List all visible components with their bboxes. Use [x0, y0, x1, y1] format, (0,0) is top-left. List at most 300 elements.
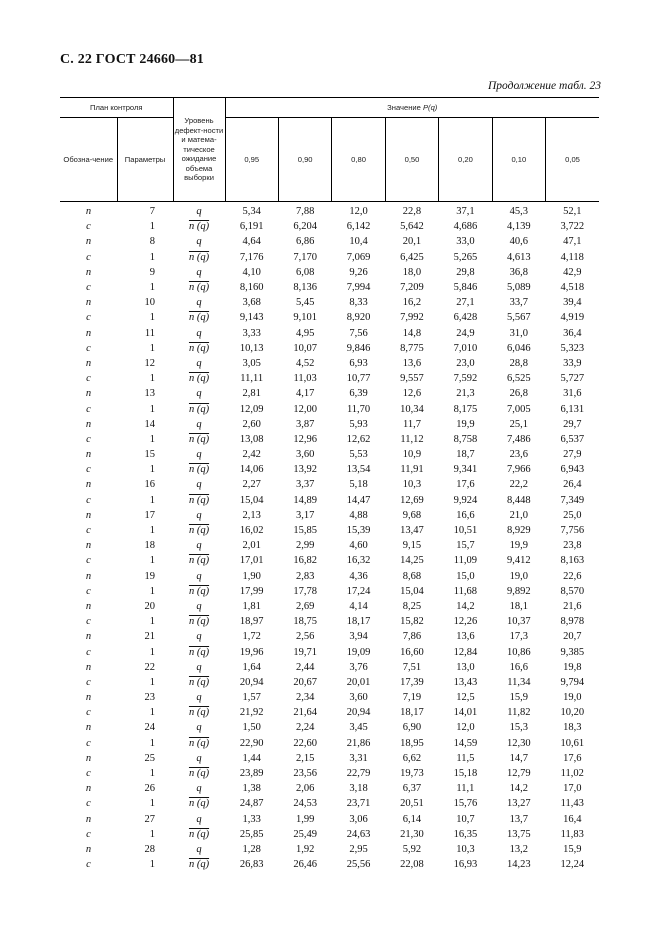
value-cell: 2,69 — [295, 600, 315, 612]
value-cell: 9,846 — [346, 342, 371, 354]
value-cell: 6,131 — [560, 403, 585, 415]
value-cell: 6,425 — [400, 251, 424, 263]
header-value — [225, 98, 599, 118]
value-cell: 9,26 — [349, 266, 368, 278]
level-cell-text: n (q) — [188, 768, 210, 780]
value-cell: 14,7 — [509, 752, 529, 764]
value-cell: 2,34 — [295, 692, 315, 704]
designation-cell: c — [86, 707, 91, 719]
table-row — [60, 614, 599, 629]
parameter-cell: 17 — [144, 509, 156, 521]
value-cell: 10,9 — [402, 449, 422, 461]
value-cell: 20,7 — [563, 631, 582, 643]
value-cell: 16,82 — [293, 555, 317, 567]
value-cell: 4,139 — [507, 221, 531, 233]
value-cell: 4,919 — [560, 312, 585, 324]
value-cell: 19,9 — [456, 418, 475, 430]
designation-cell: n — [85, 236, 92, 248]
value-cell: 4,14 — [349, 600, 368, 612]
designation-cell: c — [86, 616, 91, 628]
table-row — [60, 660, 599, 675]
table-row — [60, 523, 599, 538]
value-cell: 19,09 — [346, 646, 371, 658]
designation-cell: c — [86, 312, 91, 324]
value-cell: 3,31 — [349, 752, 368, 764]
value-cell: 13,6 — [402, 357, 422, 369]
level-cell-text: n (q) — [188, 433, 210, 445]
value-cell: 6,86 — [295, 236, 315, 248]
value-cell: 17,99 — [239, 585, 264, 597]
designation-cell: c — [86, 798, 91, 810]
table-row — [60, 341, 599, 356]
parameter-cell: 27 — [144, 813, 156, 825]
level-cell — [173, 250, 225, 265]
value-cell: 3,18 — [349, 783, 368, 795]
value-cell: 12,5 — [456, 692, 475, 704]
value-cell: 21,6 — [563, 600, 582, 612]
value-cell: 13,08 — [239, 433, 264, 445]
value-cell: 14,8 — [402, 327, 422, 339]
value-cell: 23,8 — [563, 540, 582, 552]
value-cell: 17,01 — [239, 555, 264, 567]
value-cell: 14,01 — [453, 707, 478, 719]
parameter-cell: 24 — [144, 722, 156, 734]
value-cell: 16,93 — [453, 859, 478, 871]
value-cell: 7,010 — [453, 342, 478, 354]
table-row — [60, 493, 599, 508]
level-cell-text: n (q) — [188, 828, 210, 840]
header-plan: План контроля — [60, 98, 173, 118]
value-cell: 22,08 — [400, 859, 424, 871]
value-cell: 8,920 — [346, 312, 371, 324]
value-cell: 11,34 — [507, 676, 531, 688]
value-cell: 4,64 — [242, 236, 261, 248]
value-cell: 3,37 — [295, 479, 315, 491]
value-cell: 6,37 — [402, 783, 422, 795]
value-cell: 31,6 — [563, 388, 582, 400]
designation-cell: n — [85, 509, 92, 521]
level-cell-text: n (q) — [188, 251, 210, 263]
value-cell: 7,592 — [453, 373, 478, 385]
value-cell: 4,613 — [507, 251, 531, 263]
value-cell: 42,9 — [563, 266, 582, 278]
value-cell: 9,892 — [507, 585, 531, 597]
value-cell: 4,518 — [560, 282, 585, 294]
table-body — [60, 202, 599, 873]
value-cell: 10,07 — [293, 342, 317, 354]
table-row — [60, 644, 599, 659]
level-cell — [173, 219, 225, 234]
value-cell: 18,17 — [346, 616, 371, 628]
value-cell: 36,8 — [509, 266, 529, 278]
value-cell: 21,3 — [456, 388, 475, 400]
parameter-cell: 1 — [149, 312, 156, 324]
value-cell: 33,7 — [509, 297, 529, 309]
parameter-cell: 20 — [144, 600, 156, 612]
parameter-cell: 22 — [144, 661, 156, 673]
designation-cell: c — [86, 494, 91, 506]
value-cell: 2,60 — [242, 418, 261, 430]
table-row — [60, 857, 599, 872]
value-cell: 14,23 — [507, 859, 531, 871]
value-cell: 11,43 — [560, 798, 584, 810]
value-cell: 13,47 — [400, 525, 424, 537]
designation-cell: n — [85, 266, 92, 278]
parameter-cell: 26 — [144, 783, 156, 795]
value-cell: 16,2 — [402, 297, 422, 309]
parameter-cell: 1 — [149, 403, 156, 415]
value-cell: 1,38 — [242, 783, 261, 795]
designation-cell: n — [85, 843, 92, 855]
value-cell: 7,966 — [507, 464, 531, 476]
value-cell: 23,71 — [346, 798, 371, 810]
designation-cell: n — [85, 418, 92, 430]
value-cell: 13,6 — [456, 631, 475, 643]
level-cell — [173, 432, 225, 447]
value-cell: 11,5 — [456, 752, 475, 764]
table-row — [60, 629, 599, 644]
value-cell: 4,95 — [295, 327, 315, 339]
value-cell: 33,0 — [456, 236, 475, 248]
value-cell: 19,0 — [509, 570, 529, 582]
table-row — [60, 371, 599, 386]
value-cell: 1,57 — [242, 692, 261, 704]
value-cell: 8,175 — [453, 403, 478, 415]
value-cell: 16,6 — [456, 509, 475, 521]
table-row — [60, 202, 599, 220]
value-cell: 5,642 — [400, 221, 424, 233]
header-parameters: Параметры — [117, 118, 173, 202]
value-cell: 24,63 — [346, 828, 371, 840]
designation-cell: c — [86, 859, 91, 871]
value-cell: 1,33 — [242, 813, 261, 825]
designation-cell: c — [86, 373, 91, 385]
value-cell: 1,50 — [242, 722, 261, 734]
table-continuation-label: Продолжение табл. 23 — [488, 80, 601, 92]
parameter-cell: 1 — [149, 282, 156, 294]
value-cell: 5,727 — [560, 373, 585, 385]
value-cell: 17,24 — [346, 585, 371, 597]
value-cell: 13,2 — [509, 843, 529, 855]
level-cell-text: n (q) — [188, 464, 210, 476]
value-cell: 10,3 — [402, 479, 422, 491]
value-cell: 10,77 — [346, 373, 371, 385]
value-cell: 8,758 — [453, 433, 478, 445]
designation-cell: c — [86, 221, 91, 233]
level-cell — [173, 766, 225, 781]
value-cell: 7,170 — [293, 251, 317, 263]
value-cell: 11,1 — [456, 783, 475, 795]
value-cell: 3,05 — [242, 357, 261, 369]
designation-cell: n — [85, 540, 92, 552]
value-cell: 7,56 — [349, 327, 368, 339]
value-cell: 11,02 — [560, 768, 584, 780]
value-cell: 20,1 — [402, 236, 422, 248]
designation-cell: n — [85, 692, 92, 704]
parameter-cell: 1 — [149, 373, 156, 385]
level-cell — [173, 280, 225, 295]
value-cell: 3,06 — [349, 813, 368, 825]
designation-cell: c — [86, 737, 91, 749]
value-cell: 29,7 — [563, 418, 582, 430]
value-cell: 27,1 — [456, 297, 475, 309]
table-row — [60, 508, 599, 523]
value-cell: 8,163 — [560, 555, 585, 567]
level-cell-text: n (q) — [188, 494, 210, 506]
value-cell: 1,28 — [242, 843, 261, 855]
value-cell: 15,85 — [293, 525, 317, 537]
table-row — [60, 432, 599, 447]
designation-cell: c — [86, 585, 91, 597]
value-cell: 5,846 — [453, 282, 478, 294]
parameter-cell: 13 — [144, 388, 156, 400]
designation-cell: n — [85, 631, 92, 643]
value-cell: 12,62 — [346, 433, 371, 445]
value-cell: 9,68 — [402, 509, 422, 521]
value-cell: 13,43 — [453, 676, 478, 688]
value-cell: 25,0 — [563, 509, 582, 521]
value-cell: 5,53 — [349, 449, 368, 461]
level-cell: q — [196, 783, 202, 795]
value-cell: 20,94 — [346, 707, 371, 719]
designation-cell: c — [86, 433, 91, 445]
level-cell: q — [196, 479, 202, 491]
parameter-cell: 1 — [149, 737, 156, 749]
value-cell: 6,14 — [402, 813, 422, 825]
value-cell: 7,992 — [400, 312, 424, 324]
parameter-cell: 1 — [149, 221, 156, 233]
value-cell: 24,53 — [293, 798, 317, 810]
value-cell: 15,04 — [239, 494, 264, 506]
value-cell: 6,537 — [560, 433, 585, 445]
value-cell: 2,06 — [295, 783, 315, 795]
value-cell: 18,7 — [456, 449, 475, 461]
value-cell: 4,17 — [295, 388, 315, 400]
level-cell — [173, 675, 225, 690]
level-cell: q — [196, 418, 202, 430]
value-cell: 11,7 — [402, 418, 421, 430]
value-cell: 9,557 — [400, 373, 424, 385]
table-row — [60, 584, 599, 599]
value-cell: 7,86 — [402, 631, 422, 643]
value-cell: 11,09 — [453, 555, 478, 567]
value-cell: 17,3 — [509, 631, 529, 643]
designation-cell: c — [86, 646, 91, 658]
parameter-cell: 12 — [144, 357, 156, 369]
value-cell: 15,76 — [453, 798, 478, 810]
value-cell: 6,428 — [453, 312, 478, 324]
table-row — [60, 569, 599, 584]
parameter-cell: 1 — [149, 707, 156, 719]
table-row — [60, 538, 599, 553]
parameter-cell: 18 — [144, 540, 156, 552]
level-cell-text: n (q) — [188, 798, 210, 810]
value-cell: 26,4 — [563, 479, 582, 491]
value-cell: 15,7 — [456, 540, 475, 552]
value-cell: 15,9 — [509, 692, 529, 704]
header-prob: 0,10 — [492, 118, 545, 202]
value-cell: 10,86 — [507, 646, 531, 658]
value-cell: 16,4 — [563, 813, 582, 825]
parameter-cell: 1 — [149, 646, 156, 658]
level-cell — [173, 705, 225, 720]
table-row — [60, 766, 599, 781]
value-cell: 11,11 — [240, 373, 264, 385]
value-cell: 2,01 — [242, 540, 261, 552]
value-cell: 18,97 — [239, 616, 264, 628]
level-cell: q — [196, 600, 202, 612]
level-cell: q — [196, 266, 202, 278]
value-cell: 1,72 — [242, 631, 261, 643]
value-cell: 47,1 — [563, 236, 582, 248]
parameter-cell: 1 — [149, 342, 156, 354]
level-cell-text: n (q) — [188, 585, 210, 597]
value-cell: 14,25 — [400, 555, 424, 567]
value-cell: 9,794 — [560, 676, 585, 688]
value-cell: 2,27 — [242, 479, 261, 491]
table-row — [60, 675, 599, 690]
designation-cell: n — [85, 722, 92, 734]
value-cell: 17,6 — [563, 752, 582, 764]
designation-cell: n — [85, 783, 92, 795]
value-cell: 40,6 — [509, 236, 529, 248]
value-cell: 15,0 — [456, 570, 475, 582]
value-cell: 8,33 — [349, 297, 368, 309]
value-cell: 15,9 — [563, 843, 582, 855]
header-prob: 0,80 — [332, 118, 385, 202]
value-cell: 4,118 — [560, 251, 584, 263]
table-row — [60, 401, 599, 416]
value-cell: 5,45 — [295, 297, 315, 309]
value-cell: 22,79 — [346, 768, 371, 780]
value-cell: 2,56 — [295, 631, 315, 643]
value-cell: 33,9 — [563, 357, 582, 369]
value-cell: 14,2 — [456, 600, 475, 612]
value-cell: 8,929 — [507, 525, 531, 537]
level-cell — [173, 310, 225, 325]
designation-cell: n — [85, 661, 92, 673]
value-cell: 18,3 — [563, 722, 582, 734]
value-cell: 9,385 — [560, 646, 585, 658]
level-cell-text: n (q) — [188, 707, 210, 719]
designation-cell: c — [86, 828, 91, 840]
value-cell: 6,62 — [402, 752, 422, 764]
value-cell: 11,12 — [400, 433, 424, 445]
value-cell: 12,6 — [402, 388, 422, 400]
value-cell: 10,13 — [239, 342, 264, 354]
value-cell: 13,7 — [509, 813, 529, 825]
parameter-cell: 15 — [144, 449, 156, 461]
value-cell: 5,34 — [242, 206, 261, 218]
table-row — [60, 386, 599, 401]
value-cell: 37,1 — [456, 206, 475, 218]
value-cell: 5,92 — [402, 843, 422, 855]
designation-cell: n — [85, 327, 92, 339]
value-cell: 36,4 — [563, 327, 582, 339]
level-cell: q — [196, 540, 202, 552]
value-cell: 22,2 — [509, 479, 529, 491]
value-cell: 17,0 — [563, 783, 582, 795]
designation-cell: n — [85, 388, 92, 400]
level-cell — [173, 827, 225, 842]
value-cell: 14,2 — [509, 783, 529, 795]
value-cell: 6,204 — [293, 221, 317, 233]
value-cell: 8,136 — [293, 282, 317, 294]
value-cell: 6,90 — [402, 722, 422, 734]
level-cell — [173, 341, 225, 356]
designation-cell: c — [86, 464, 91, 476]
header-prob: 0,05 — [546, 118, 599, 202]
level-cell: q — [196, 570, 202, 582]
value-cell: 3,60 — [349, 692, 368, 704]
value-cell: 7,994 — [346, 282, 371, 294]
level-cell-text: n (q) — [188, 373, 210, 385]
value-cell: 1,44 — [242, 752, 261, 764]
value-cell: 11,91 — [400, 464, 424, 476]
table-row — [60, 462, 599, 477]
value-cell: 11,70 — [346, 403, 371, 415]
designation-cell: c — [86, 251, 91, 263]
value-cell: 1,81 — [242, 600, 261, 612]
value-cell: 3,87 — [295, 418, 315, 430]
level-cell: q — [196, 449, 202, 461]
value-cell: 19,96 — [239, 646, 264, 658]
value-cell: 12,0 — [456, 722, 475, 734]
level-cell — [173, 462, 225, 477]
parameter-cell: 1 — [149, 525, 156, 537]
level-cell-text: n (q) — [188, 555, 210, 567]
value-cell: 3,76 — [349, 661, 368, 673]
value-cell: 5,089 — [507, 282, 531, 294]
designation-cell: n — [85, 813, 92, 825]
value-cell: 11,03 — [293, 373, 317, 385]
table-row — [60, 781, 599, 796]
table-row — [60, 417, 599, 432]
value-cell: 13,75 — [507, 828, 531, 840]
value-cell: 27,9 — [563, 449, 582, 461]
value-cell: 2,95 — [349, 843, 368, 855]
level-cell: q — [196, 236, 202, 248]
level-cell: q — [196, 752, 202, 764]
parameter-cell: 16 — [144, 479, 156, 491]
value-cell: 12,84 — [453, 646, 478, 658]
level-cell-text: n (q) — [188, 282, 210, 294]
table-row — [60, 751, 599, 766]
value-cell: 12,09 — [239, 403, 264, 415]
value-cell: 4,52 — [295, 357, 315, 369]
header-prob: 0,95 — [225, 118, 278, 202]
value-cell: 19,71 — [293, 646, 317, 658]
level-cell — [173, 796, 225, 811]
value-cell: 5,265 — [453, 251, 478, 263]
parameter-cell: 1 — [149, 768, 156, 780]
value-cell: 15,18 — [453, 768, 478, 780]
level-cell-text: n (q) — [188, 646, 210, 658]
value-cell: 7,756 — [560, 525, 585, 537]
designation-cell: n — [85, 570, 92, 582]
parameter-cell: 1 — [149, 828, 156, 840]
page-header: С. 22 ГОСТ 24660—81 — [60, 52, 204, 67]
value-cell: 23,6 — [509, 449, 529, 461]
value-cell: 6,142 — [346, 221, 371, 233]
value-cell: 29,8 — [456, 266, 475, 278]
value-cell: 16,02 — [239, 525, 264, 537]
level-cell: q — [196, 509, 202, 521]
value-cell: 2,24 — [295, 722, 315, 734]
level-cell-text: n (q) — [188, 859, 210, 871]
value-cell: 23,0 — [456, 357, 475, 369]
table-row — [60, 447, 599, 462]
